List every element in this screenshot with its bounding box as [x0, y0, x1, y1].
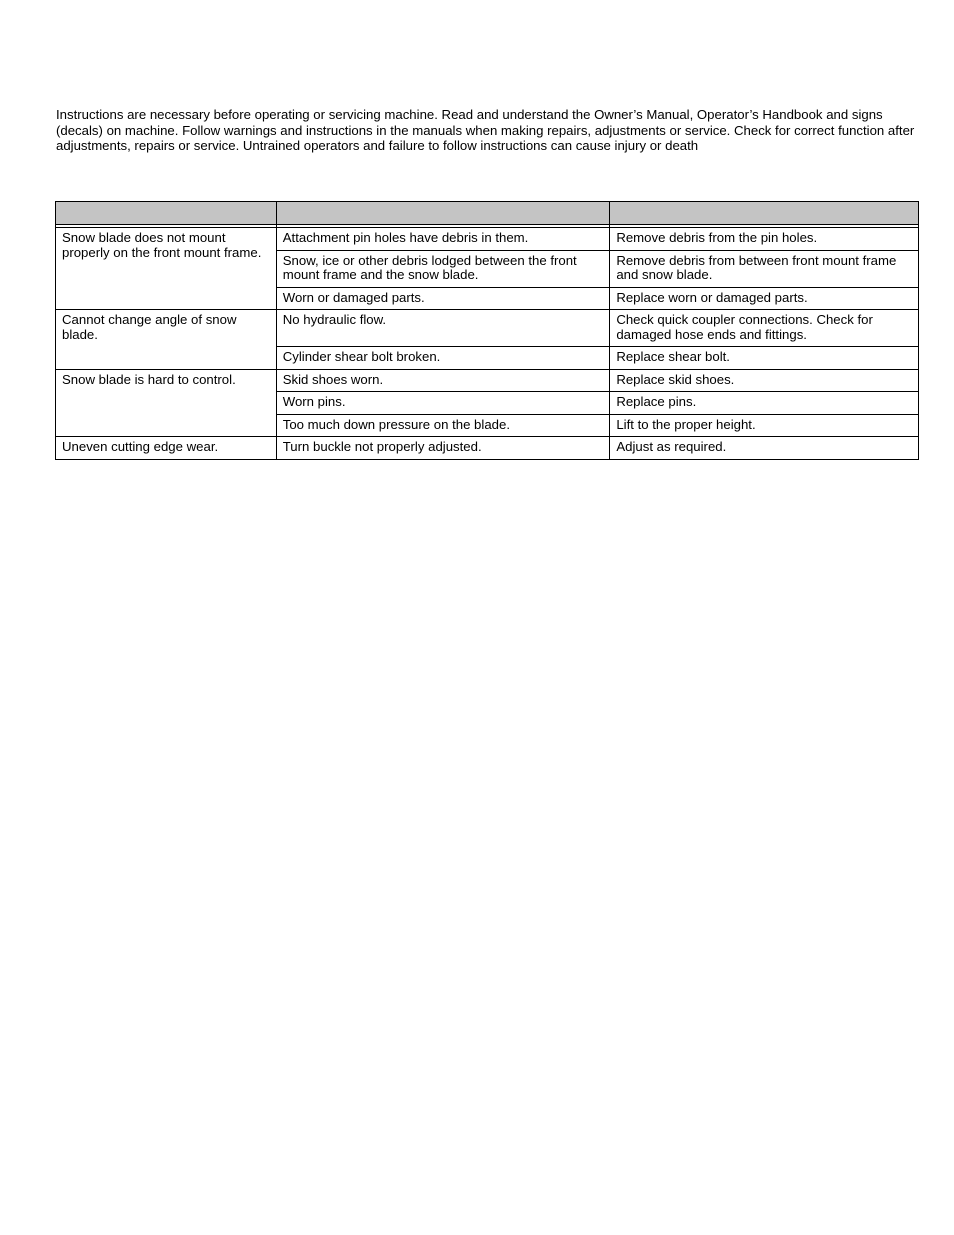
- cause-cell: No hydraulic flow.: [276, 310, 610, 347]
- table-row: [56, 228, 919, 251]
- cause-cell: Attachment pin holes have debris in them.: [276, 228, 610, 251]
- problem-cell: Cannot change angle of snow blade.: [56, 310, 277, 370]
- cause-cell: Worn pins.: [276, 392, 610, 415]
- troubleshooting-table: [55, 201, 919, 460]
- cause-cell: Too much down pressure on the blade.: [276, 414, 610, 437]
- cause-cell: Snow, ice or other debris lodged between the front mount frame and the snow blade.: [276, 250, 610, 287]
- table-row: [56, 310, 919, 347]
- remedy-cell: Remove debris from the pin holes.: [610, 228, 919, 251]
- remedy-cell: Replace pins.: [610, 392, 919, 415]
- problem-cell: Snow blade is hard to control.: [56, 369, 277, 437]
- remedy-cell: Replace worn or damaged parts.: [610, 287, 919, 310]
- remedy-cell: Remove debris from between front mount frame and snow blade.: [610, 250, 919, 287]
- problem-cell: Uneven cutting edge wear.: [56, 437, 277, 460]
- problem-cell: Snow blade does not mount properly on the front mount frame.: [56, 228, 277, 310]
- remedy-cell: Check quick coupler connections. Check for damaged hose ends and fittings.: [610, 310, 919, 347]
- remedy-cell: Replace shear bolt.: [610, 347, 919, 370]
- table-row: [56, 437, 919, 460]
- cause-cell: Turn buckle not properly adjusted.: [276, 437, 610, 460]
- header-problem: [56, 202, 277, 225]
- remedy-cell: Lift to the proper height.: [610, 414, 919, 437]
- remedy-cell: Adjust as required.: [610, 437, 919, 460]
- table-row: [56, 369, 919, 392]
- header-cause: [276, 202, 610, 225]
- cause-cell: Cylinder shear bolt broken.: [276, 347, 610, 370]
- cause-cell: Worn or damaged parts.: [276, 287, 610, 310]
- cause-cell: Skid shoes worn.: [276, 369, 610, 392]
- header-remedy: [610, 202, 919, 225]
- table-header-row: [56, 202, 919, 225]
- intro-paragraph: Instructions are necessary before operating or servicing machine. Read and understand the Owner’s Manual, Operator’s Handbook and signs (decals) on machine. Follow warnings and instructions in the manuals when making repairs, adjustments or service. Check for correct function after adjustments, repairs or service. Untrained operators and failure to follow instructions can cause injury or death: [56, 107, 915, 153]
- remedy-cell: Replace skid shoes.: [610, 369, 919, 392]
